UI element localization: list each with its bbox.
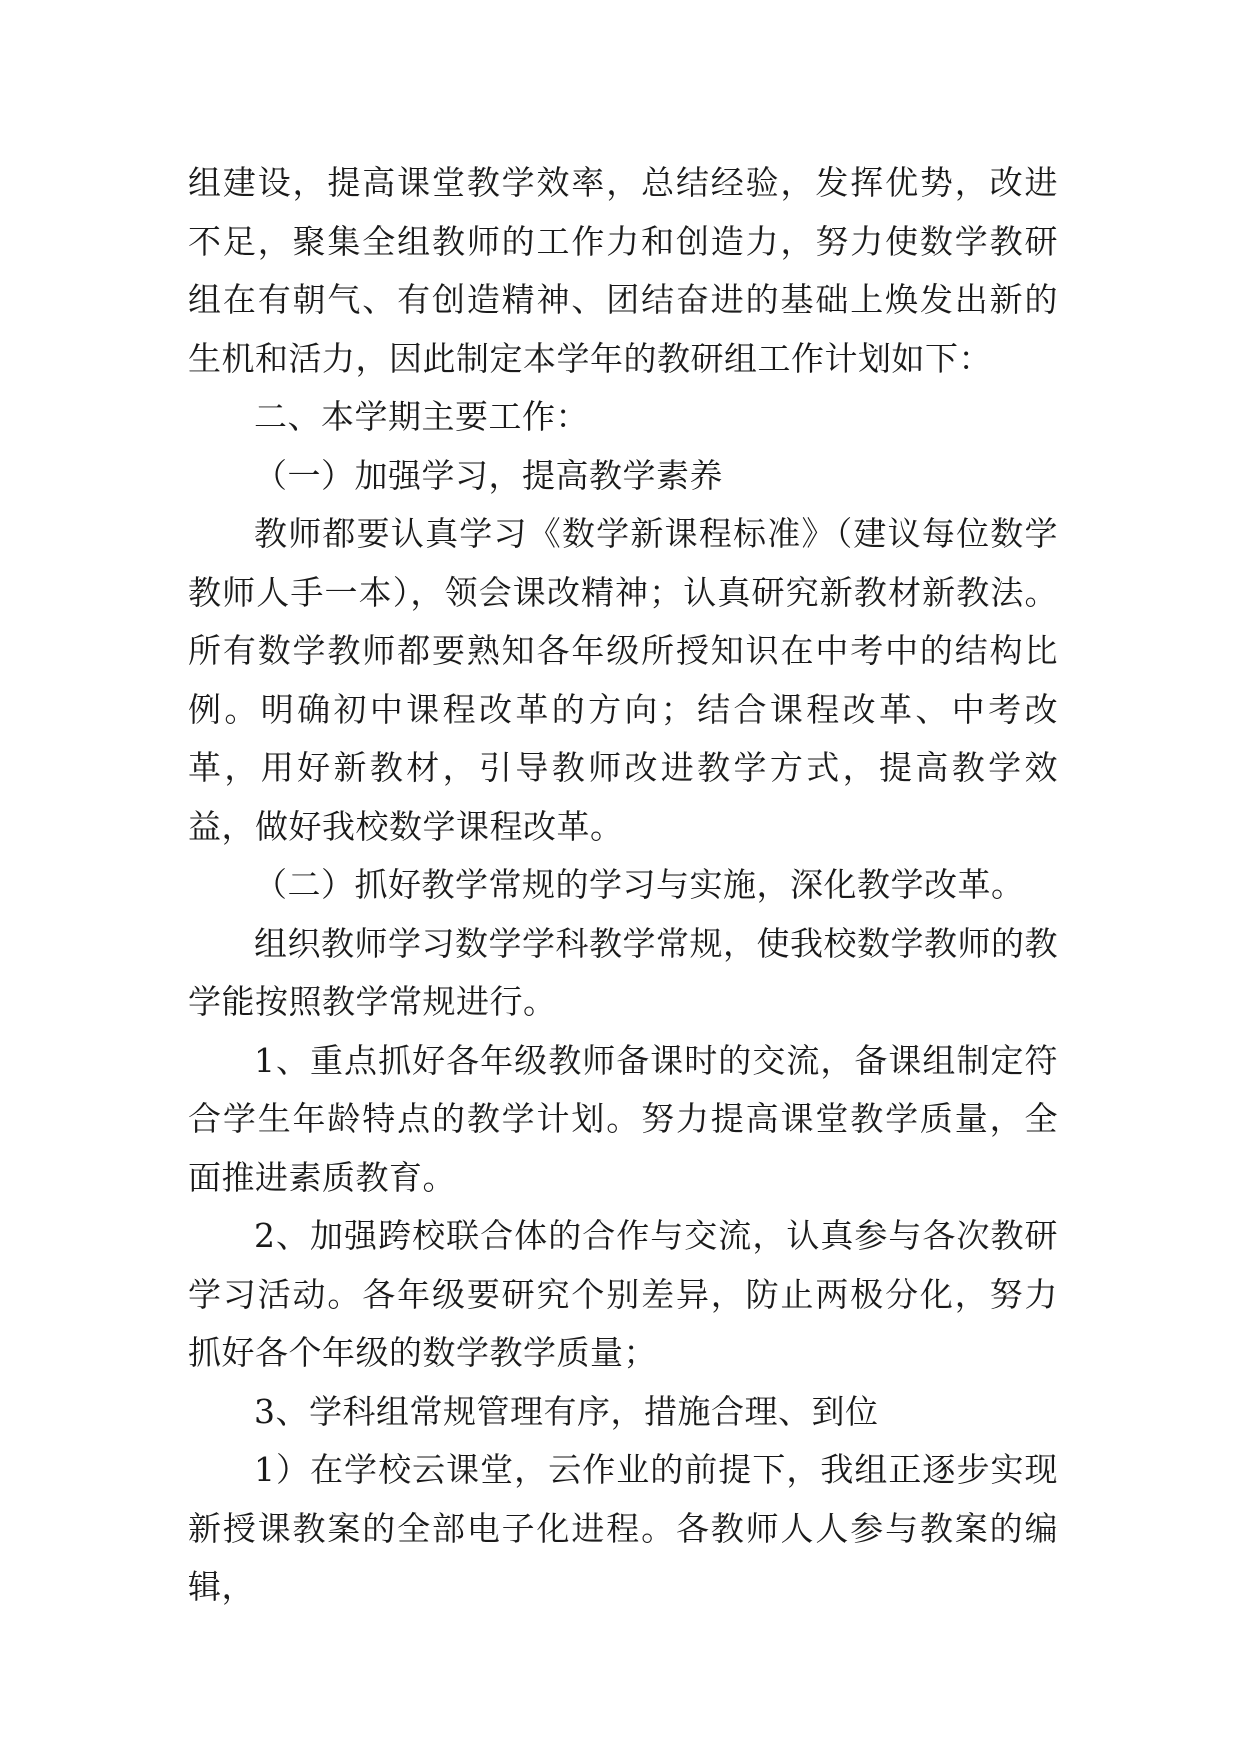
subheading-strengthen-learning: （一）加强学习，提高教学素养: [254, 455, 723, 495]
subheading-teaching-routine: （二）抓好教学常规的学习与实施，深化教学改革。: [254, 865, 1025, 904]
paragraph-item-1: 1、重点抓好各年级教师备课时的交流，备课组制定符合学生年龄特点的教学计划。努力提高课堂教学质量，全面推进素质教育。: [188, 1040, 1058, 1197]
paragraph-item-2: 2、加强跨校联合体的合作与交流，认真参与各次教研学习活动。各年级要研究个别差异，防止两极分化，努力抓好各个年级的数学教学质量；: [188, 1216, 1058, 1372]
paragraph-item-3: 3、学科组常规管理有序，措施合理、到位: [254, 1391, 879, 1431]
paragraph-intro: 组建设，提高课堂教学效率，总结经验，发挥优势，改进不足，聚集全组教师的工作力和创造力，努力使数学教研组在有朝气、有创造精神、团结奋进的基础上焕发出新的生机和活力，因此制定本学年的教研组工作计划如下：: [188, 163, 1058, 378]
paragraph-item-3-1: 1）在学校云课堂，云作业的前提下，我组正逐步实现新授课教案的全部电子化进程。各教师人人参与教案的编辑，: [188, 1450, 1058, 1606]
paragraph-study-standards: 教师都要认真学习《数学新课程标准》（建议每位数学教师人手一本），领会课改精神；认真研究新教材新教法。所有数学教师都要熟知各年级所授知识在中考中的结构比例。明确初中课程改革的方向；结合课程改革、中考改革，用好新教材，引导教师改进教学方式，提高教学效益，做好我校数学课程改革。: [188, 514, 1058, 846]
paragraph-routine-study: 组织教师学习数学学科教学常规，使我校数学教师的教学能按照教学常规进行。: [188, 923, 1058, 1021]
section-heading-main-work: 二、本学期主要工作：: [254, 397, 589, 436]
document-body: [188, 154, 1058, 1617]
